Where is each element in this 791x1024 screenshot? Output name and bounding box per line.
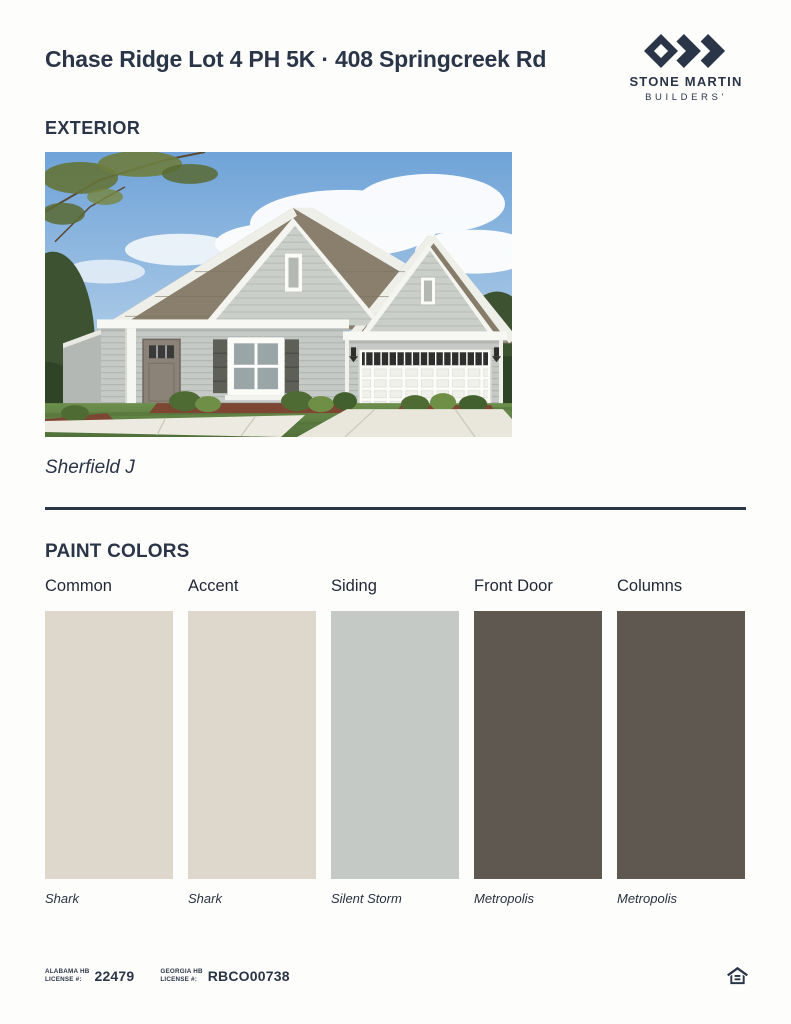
license-number: RBCO00738: [207, 967, 290, 984]
swatch-label: Common: [45, 577, 112, 595]
house-rendering-image: [45, 152, 512, 437]
license-alabama: [45, 968, 134, 984]
model-name: Sherfield J: [45, 457, 135, 478]
builder-logo: [621, 34, 751, 103]
swatch-color-name: Silent Storm: [331, 891, 402, 906]
logo-name: STONE MARTIN: [629, 74, 743, 89]
swatch-label: Accent: [188, 577, 239, 595]
exterior-heading: EXTERIOR: [45, 118, 141, 138]
footer: [45, 965, 749, 986]
license-region: ALABAMA HB: [45, 967, 90, 975]
swatch-color-name: Metropolis: [474, 891, 534, 906]
paint-colors-heading: PAINT COLORS: [45, 541, 190, 562]
logo-subtitle: BUILDERS': [645, 92, 727, 103]
page-title: Chase Ridge Lot 4 PH 5K · 408 Springcreek Rd: [45, 46, 547, 72]
swatch-accent: [188, 577, 316, 906]
section-divider: [45, 507, 746, 510]
license-number: 22479: [94, 967, 135, 984]
license-label: [45, 968, 89, 984]
color-chip: [45, 611, 173, 879]
license-label-text: LICENSE #:: [160, 975, 198, 983]
license-label: [160, 968, 202, 984]
license-label-text: LICENSE #:: [45, 975, 82, 983]
color-chip: [188, 611, 316, 879]
swatch-label: Columns: [617, 577, 683, 595]
swatch-common: [45, 577, 173, 906]
swatch-color-name: Metropolis: [617, 891, 677, 906]
color-chip: [331, 611, 459, 879]
swatch-label: Siding: [331, 577, 377, 595]
swatch-columns: [617, 577, 745, 906]
color-chip: [474, 611, 602, 879]
paint-swatch-grid: [45, 577, 745, 906]
swatch-color-name: Shark: [45, 891, 79, 906]
swatch-siding: [331, 577, 459, 906]
swatch-label: Front Door: [474, 577, 553, 595]
license-region: GEORGIA HB: [160, 967, 203, 975]
swatch-color-name: Shark: [188, 891, 222, 906]
swatch-front-door: [474, 577, 602, 906]
color-chip: [617, 611, 745, 879]
equal-housing-icon: [726, 965, 749, 986]
header: [45, 34, 751, 103]
diamond-double-chevron-icon: [644, 34, 728, 68]
license-georgia: [160, 968, 289, 984]
